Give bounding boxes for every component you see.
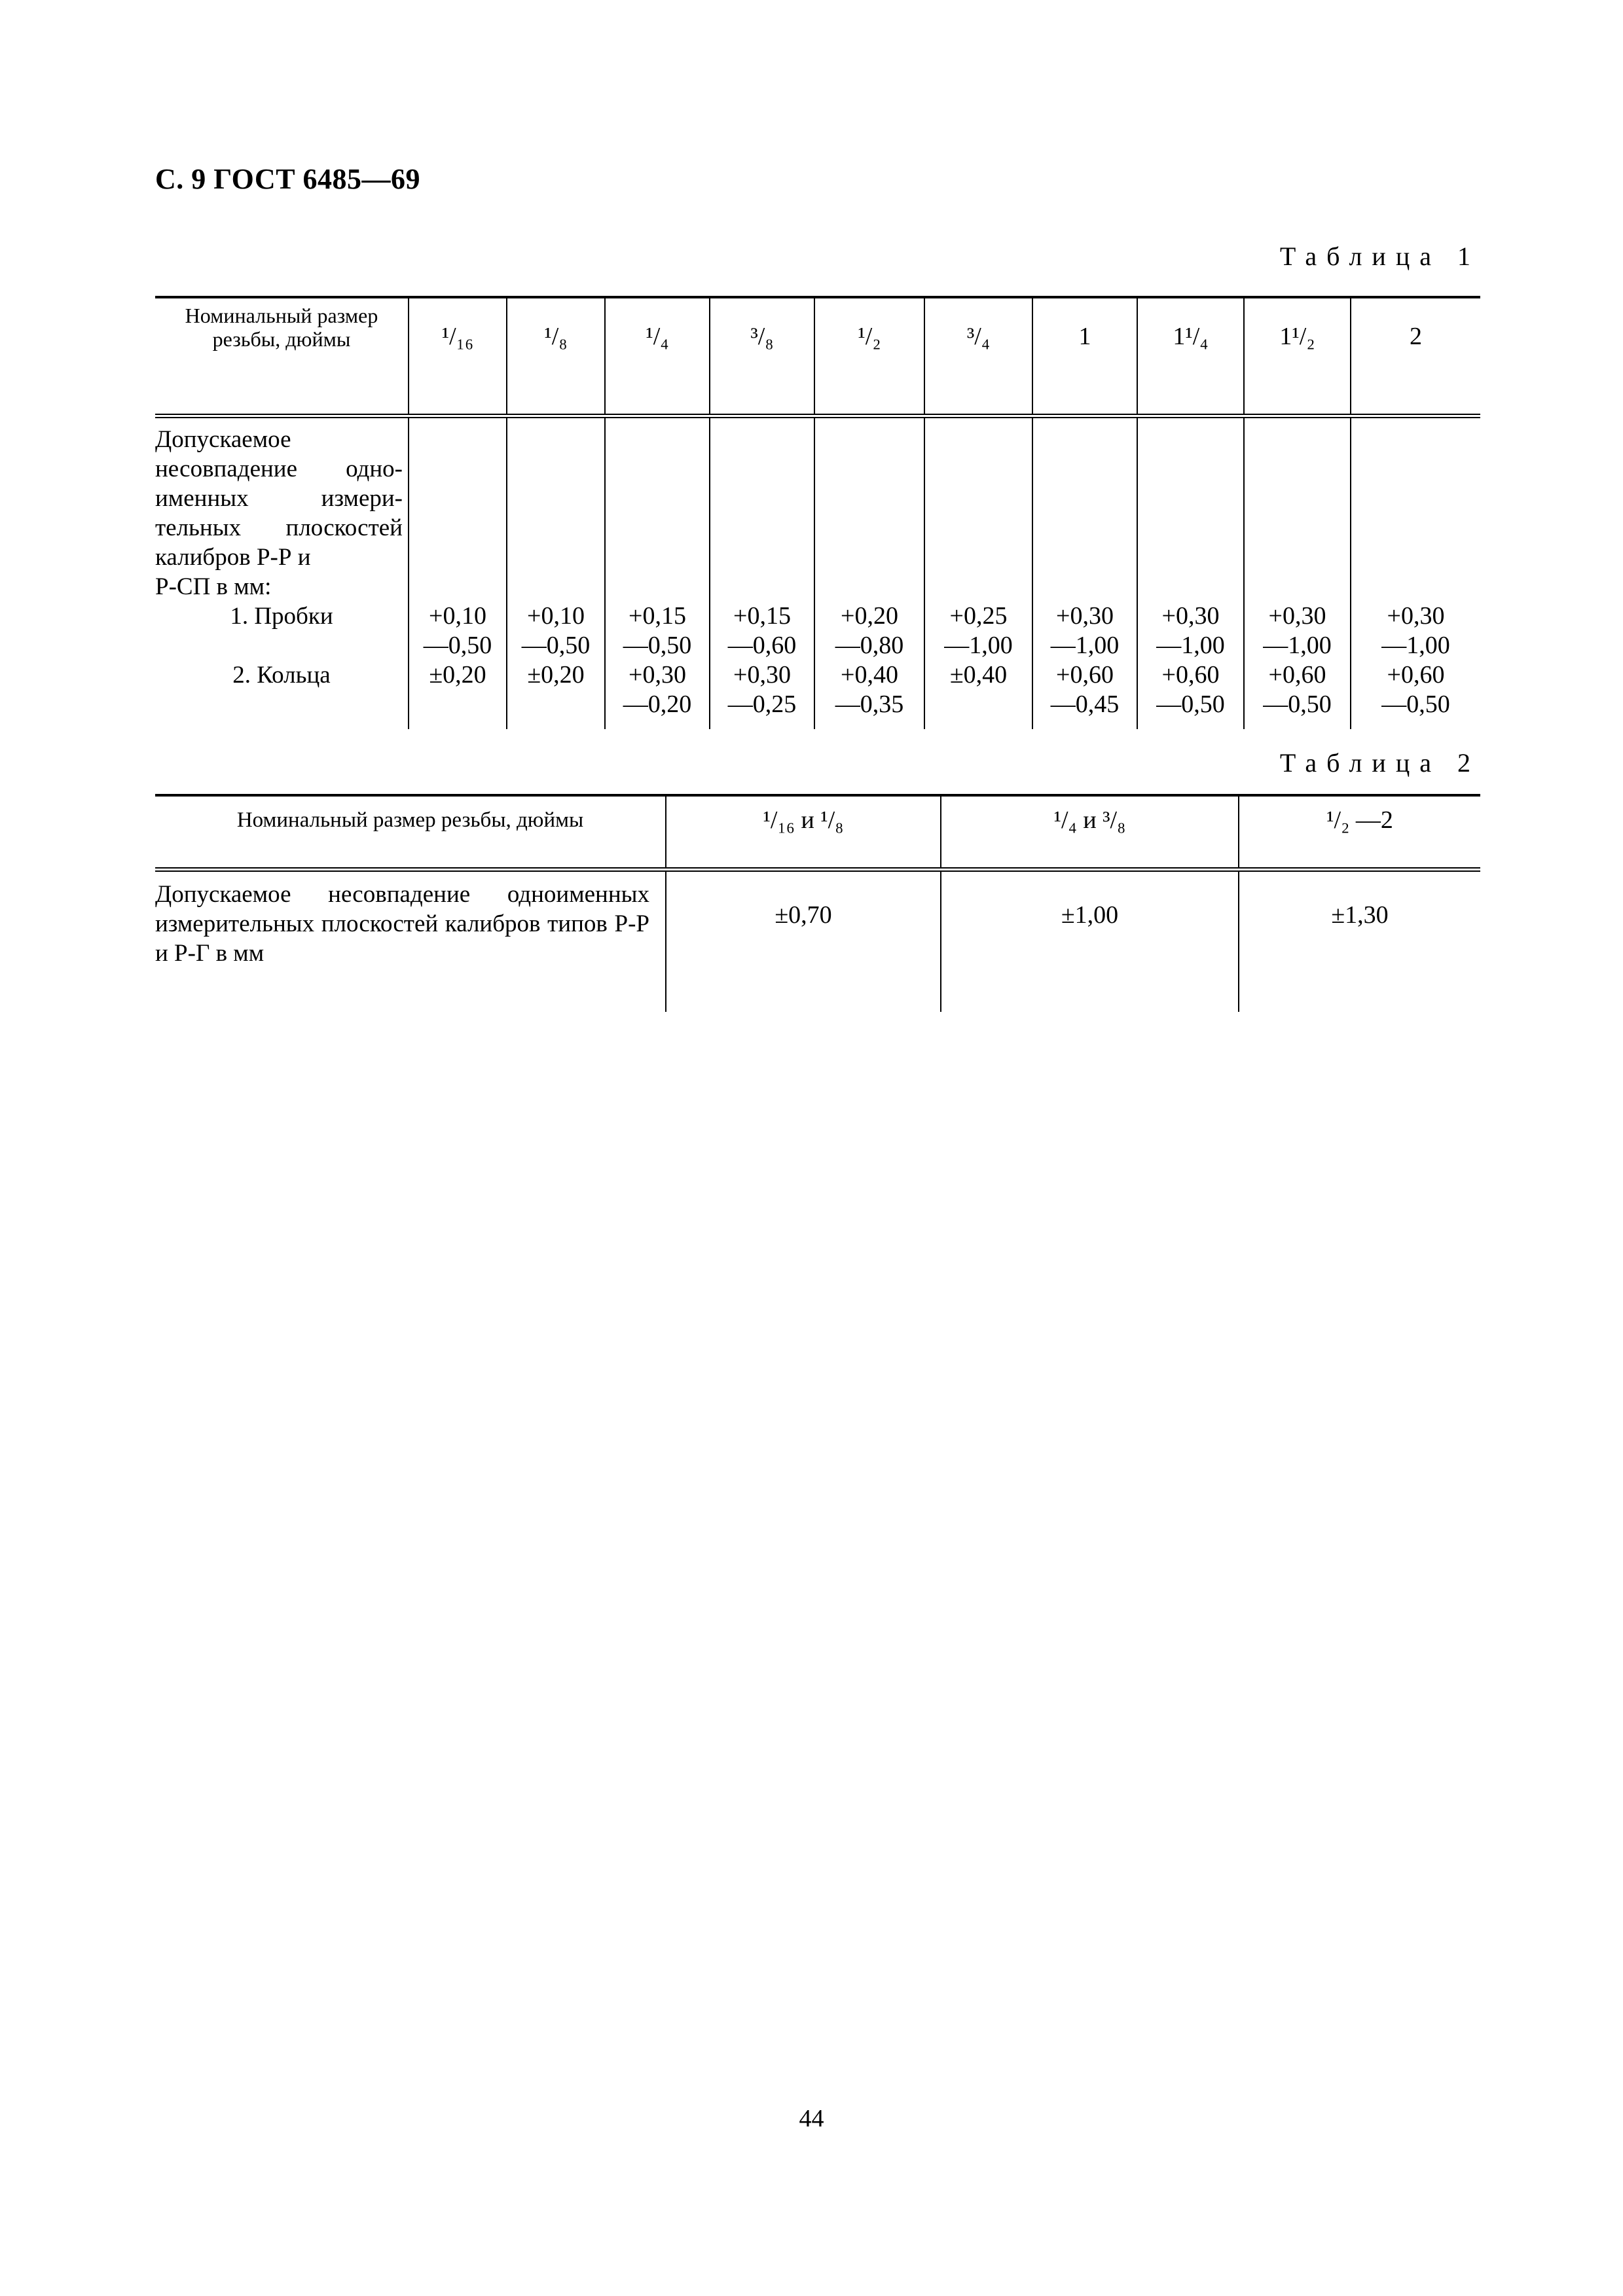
table1-size-2: 2 [1351,297,1480,416]
table2-row-label: Допускаемое несовпадение одноименных измерительных плоскостей калибров типов Р-Р и Р-Г в мм [155,881,649,967]
table2-caption: Таблица 2 [1279,748,1480,778]
table2-size-group-1: ¹/₁₆ и ¹/₈ [666,795,941,870]
table2-value-cell: ±1,00 [941,870,1239,1013]
table2-size-group-3: ¹/₂ —2 [1239,795,1480,870]
table1-size-3-8: ³/₈ [710,297,814,416]
table2-row [155,870,1480,1013]
table1-size-1-2: ¹/₂ [814,297,924,416]
item-rings-label: 2. Кольца [232,662,331,689]
table1-size-1-1-4: 1¹/₄ [1137,297,1244,416]
table1-value-cell: +0,25 —1,00 ±0,40 [924,416,1032,729]
table1-value-cell: +0,30 —1,00 +0,60 —0,45 [1032,416,1137,729]
table1-header-row [155,297,1480,416]
table2-header-label: Номинальный размер резьбы, дюймы [155,795,666,870]
table1-value-cell: +0,15 —0,60 +0,30 —0,25 [710,416,814,729]
table1-value-cell: +0,30 —1,00 +0,60 —0,50 [1137,416,1244,729]
row-label-line: калибров Р-Р и [155,544,311,571]
table1-size-1-4: ¹/₄ [605,297,710,416]
table1-size-1-1-2: 1¹/₂ [1244,297,1351,416]
table2-value-cell: ±0,70 [666,870,941,1013]
table1-value-cell: +0,20 —0,80 +0,40 —0,35 [814,416,924,729]
table1-row [155,416,1480,729]
table1-caption: Таблица 1 [1279,242,1480,271]
table2-size-group-2: ¹/₄ и ³/₈ [941,795,1239,870]
table2-value-cell: ±1,30 [1239,870,1480,1013]
row-label-line: Р-СП в мм: [155,573,272,600]
table1-value-cell: +0,30 —1,00 +0,60 —0,50 [1351,416,1480,729]
table2-header-row [155,795,1480,870]
row-label-line: несовпадение одно- [155,456,403,482]
row-label-line: тельных плоскостей [155,514,403,541]
table1-size-1-16: ¹/₁₆ [409,297,507,416]
table1-value-cell: +0,15 —0,50 +0,30 —0,20 [605,416,710,729]
table1-value-cell: +0,10 —0,50 ±0,20 [409,416,507,729]
table1-value-cell: +0,30 —1,00 +0,60 —0,50 [1244,416,1351,729]
row-label-line: именных измери- [155,485,403,512]
page-header: С. 9 ГОСТ 6485—69 [155,163,421,195]
table1-size-1: 1 [1032,297,1137,416]
table1-row-label [155,416,409,729]
table2 [155,794,1480,1012]
table1 [155,296,1480,729]
table1-header-label: Номинальный размер резьбы, дюймы [155,297,409,416]
table1-value-cell: +0,10 —0,50 ±0,20 [507,416,605,729]
item-plugs-label: 1. Пробки [230,603,333,630]
page-number: 44 [799,2105,824,2132]
table1-size-3-4: ³/₄ [924,297,1032,416]
table1-size-1-8: ¹/₈ [507,297,605,416]
row-label-line: Допускаемое [155,426,291,453]
